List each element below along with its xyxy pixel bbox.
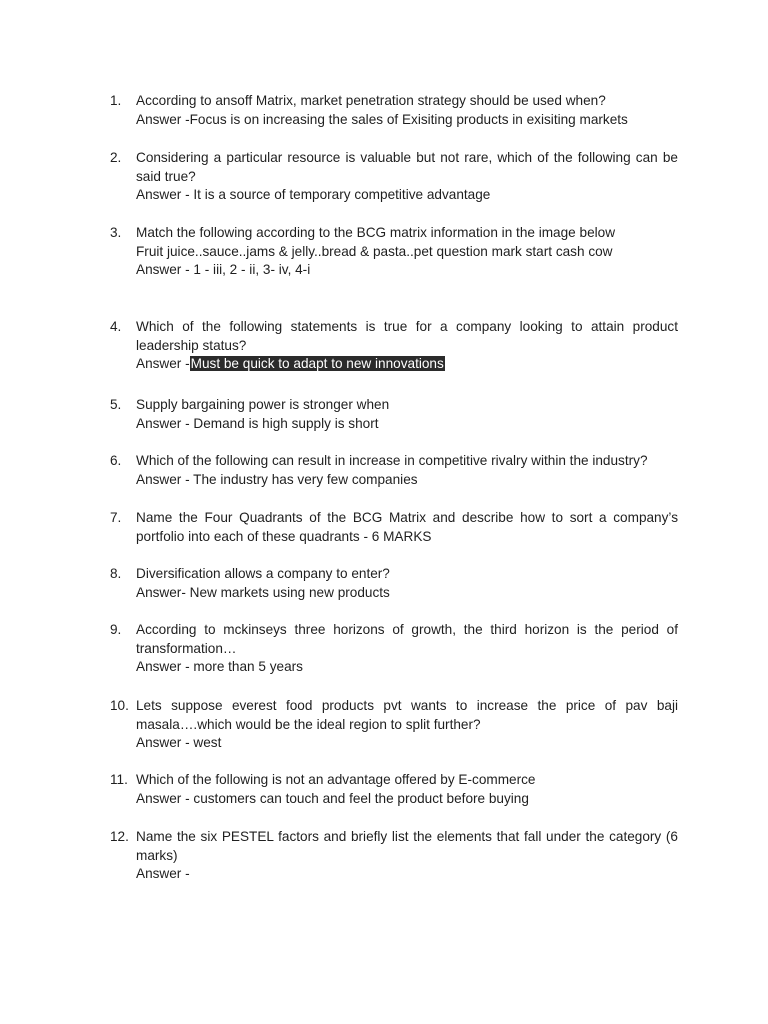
question-text: Supply bargaining power is stronger when <box>136 397 390 412</box>
question-text: Which of the following can result in increase in competitive rivalry within the industry? <box>136 453 648 468</box>
question-item-4 <box>110 318 678 374</box>
question-text: Which of the following is not an advantage offered by E-commerce <box>136 772 536 787</box>
answer-text: Answer -Focus is on increasing the sales of Exisiting products in exisiting markets <box>136 111 628 127</box>
question-detail: Fruit juice..sauce..jams & jelly..bread & pasta..pet question mark start cash cow <box>136 243 613 259</box>
question-item-5 <box>110 396 678 433</box>
question-number: 3. <box>110 225 122 240</box>
question-number: 1. <box>110 93 122 108</box>
highlighted-answer: Must be quick to adapt to new innovations <box>190 356 444 372</box>
question-number: 12. <box>110 829 129 844</box>
question-item-12 <box>110 828 678 884</box>
question-item-8 <box>110 565 678 602</box>
question-text: Name the Four Quadrants of the BCG Matrix and describe how to sort a company’s portfolio into each of these quadrants - 6 MARKS <box>136 510 678 544</box>
question-item-6 <box>110 452 678 489</box>
answer-prefix: Answer - <box>136 356 190 372</box>
question-number: 8. <box>110 566 122 581</box>
question-number: 9. <box>110 622 122 637</box>
answer-text: Answer - <box>136 866 190 882</box>
question-text: Diversification allows a company to enter? <box>136 566 390 581</box>
question-text: According to mckinseys three horizons of growth, the third horizon is the period of transformation… <box>136 622 678 656</box>
question-item-3 <box>110 224 678 280</box>
question-number: 7. <box>110 510 122 525</box>
question-item-9 <box>110 621 678 677</box>
question-text: Name the six PESTEL factors and briefly list the elements that fall under the category (6 marks) <box>136 829 678 863</box>
answer-text: Answer - The industry has very few companies <box>136 471 418 487</box>
answer-text: Answer - west <box>136 735 222 751</box>
question-item-11 <box>110 771 678 808</box>
answer-text: Answer- New markets using new products <box>136 584 390 600</box>
question-item-7 <box>110 509 678 546</box>
answer-text: Answer - Demand is high supply is short <box>136 415 379 431</box>
question-item-2 <box>110 149 678 205</box>
question-number: 2. <box>110 150 122 165</box>
question-item-10 <box>110 697 678 753</box>
answer-line <box>136 355 678 374</box>
question-text: Lets suppose everest food products pvt wants to increase the price of pav baji masala….which would be the ideal region to split further? <box>136 698 678 732</box>
question-text: Considering a particular resource is valuable but not rare, which of the following can be said true? <box>136 150 678 184</box>
question-item-1 <box>110 92 678 129</box>
answer-text: Answer - 1 - iii, 2 - ii, 3- iv, 4-i <box>136 262 311 278</box>
question-number: 10. <box>110 698 129 713</box>
question-number: 6. <box>110 453 122 468</box>
question-text: Which of the following statements is true for a company looking to attain product leadership status? <box>136 319 678 353</box>
question-text: Match the following according to the BCG matrix information in the image below <box>136 225 616 240</box>
question-number: 11. <box>110 772 128 787</box>
question-number: 5. <box>110 397 122 412</box>
question-number: 4. <box>110 319 122 334</box>
answer-text: Answer - It is a source of temporary competitive advantage <box>136 187 491 203</box>
answer-text: Answer - customers can touch and feel the product before buying <box>136 790 529 806</box>
question-text: According to ansoff Matrix, market penetration strategy should be used when? <box>136 93 606 108</box>
answer-text: Answer - more than 5 years <box>136 659 303 675</box>
